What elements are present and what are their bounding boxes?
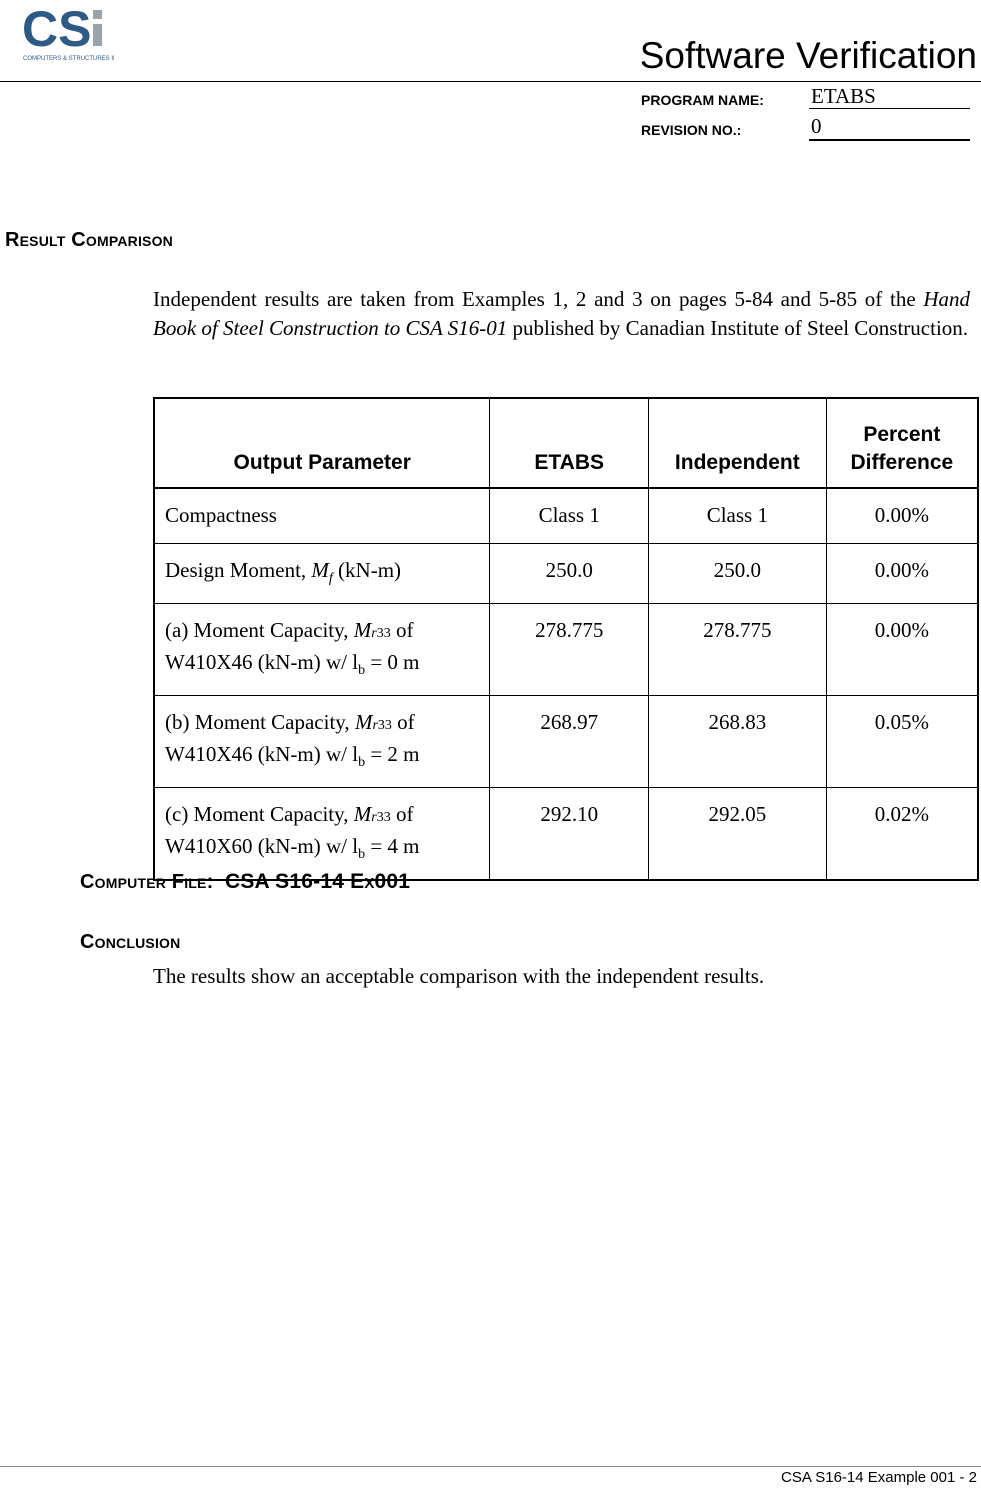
param-symbol-sub: f: [328, 570, 333, 586]
param-symbol: M: [353, 802, 372, 827]
param-of: of: [390, 802, 414, 827]
logo-i-stem: [93, 24, 102, 46]
footer-page-label: CSA S16-14 Example 001 - 2: [781, 1469, 977, 1486]
conclusion-text: The results show an acceptable comparison with the independent results.: [153, 964, 765, 988]
param-symbol-sub: r: [372, 717, 378, 733]
header-percent-difference: [826, 398, 978, 488]
param-symbol-sub: r: [371, 625, 377, 641]
revision-label: REVISION NO.:: [641, 122, 742, 138]
row-parameter: Compactness: [154, 488, 490, 543]
intro-book-title: Hand Book of Steel Construction to CSA S16-01: [153, 287, 970, 340]
row-difference-value: 0.05%: [826, 695, 978, 787]
row-parameter: [154, 543, 490, 603]
table-header-row: [154, 398, 978, 488]
header-percent: Percent: [863, 423, 941, 446]
conclusion-heading: Conclusion: [80, 931, 181, 953]
row-etabs-value: 250.0: [490, 543, 649, 603]
param-lb-sub: b: [358, 847, 366, 863]
header-output-parameter: Output Parameter: [154, 398, 490, 488]
param-lb-sub: b: [358, 662, 366, 678]
logo-i-dot: [93, 10, 102, 19]
param-line2: W410X46 (kN-m) w/ l: [165, 741, 359, 766]
param-prefix: (b) Moment Capacity,: [165, 709, 355, 734]
result-comparison-heading: Result Comparison: [5, 229, 173, 251]
param-suffix: (kN-m): [332, 557, 402, 582]
footer-divider: [0, 1466, 981, 1467]
csi-logo-graphic: [6, 2, 114, 64]
param-end: = 4 m: [365, 834, 420, 859]
results-table: [153, 397, 979, 881]
header-difference: Difference: [850, 451, 954, 474]
param-symbol-sub: r: [371, 810, 377, 826]
intro-paragraph: [153, 285, 970, 342]
row-etabs-value: 268.97: [490, 695, 649, 787]
header-divider: [0, 81, 981, 82]
row-etabs-value: 278.775: [490, 603, 649, 695]
program-name-value: ETABS: [809, 84, 970, 109]
table-row: [154, 543, 978, 603]
param-symbol: M: [354, 709, 373, 734]
computer-file-label: Computer File:: [80, 871, 214, 893]
page-title: Software Verification: [639, 35, 977, 76]
row-difference-value: 0.00%: [826, 543, 978, 603]
row-independent-value: 292.05: [648, 788, 826, 881]
revision-value: 0: [809, 114, 970, 141]
param-end: = 2 m: [365, 741, 420, 766]
intro-text-2: published by Canadian Institute of Steel Construction.: [507, 315, 969, 340]
row-difference-value: 0.00%: [826, 603, 978, 695]
table-row: [154, 695, 978, 787]
table-row: [154, 488, 978, 543]
param-symbol: M: [311, 557, 329, 582]
param-symbol-sub2: 33: [377, 717, 392, 733]
param-prefix: (a) Moment Capacity,: [165, 617, 354, 642]
computer-file-name-part1: CSA S16-14: [224, 870, 351, 893]
param-symbol-sub2: 33: [376, 625, 391, 641]
header-independent: Independent: [648, 398, 826, 488]
param-symbol: M: [353, 617, 372, 642]
csi-logo: [6, 2, 114, 64]
row-difference-value: 0.02%: [826, 788, 978, 881]
row-etabs-value: 292.10: [490, 788, 649, 881]
param-of: of: [391, 709, 415, 734]
param-line2: W410X46 (kN-m) w/ l: [165, 649, 359, 674]
logo-subtext: COMPUTERS & STRUCTURES INC.: [23, 56, 114, 62]
param-prefix: Design Moment,: [165, 557, 312, 582]
row-independent-value: 278.775: [648, 603, 826, 695]
intro-text-1: Independent results are taken from Examples 1, 2 and 3 on pages 5-84 and 5-85 of the: [153, 287, 924, 311]
header-etabs: ETABS: [490, 398, 649, 488]
computer-file-name-part2: Ex001: [350, 870, 411, 893]
computer-file-line: [80, 870, 410, 894]
row-independent-value: Class 1: [648, 488, 826, 543]
row-parameter: [154, 788, 490, 881]
param-lb-sub: b: [358, 755, 366, 771]
row-parameter: [154, 695, 490, 787]
table-row: [154, 603, 978, 695]
param-prefix: (c) Moment Capacity,: [165, 802, 354, 827]
param-end: = 0 m: [365, 649, 420, 674]
table-row: [154, 788, 978, 881]
row-independent-value: 268.83: [648, 695, 826, 787]
program-name-label: PROGRAM NAME:: [641, 92, 764, 108]
row-etabs-value: Class 1: [490, 488, 649, 543]
logo-cs-letters: CS: [22, 2, 92, 57]
param-symbol-sub2: 33: [376, 810, 391, 826]
param-of: of: [390, 617, 414, 642]
row-parameter: [154, 603, 490, 695]
param-line2: W410X60 (kN-m) w/ l: [165, 834, 359, 859]
row-independent-value: 250.0: [648, 543, 826, 603]
row-difference-value: 0.00%: [826, 488, 978, 543]
